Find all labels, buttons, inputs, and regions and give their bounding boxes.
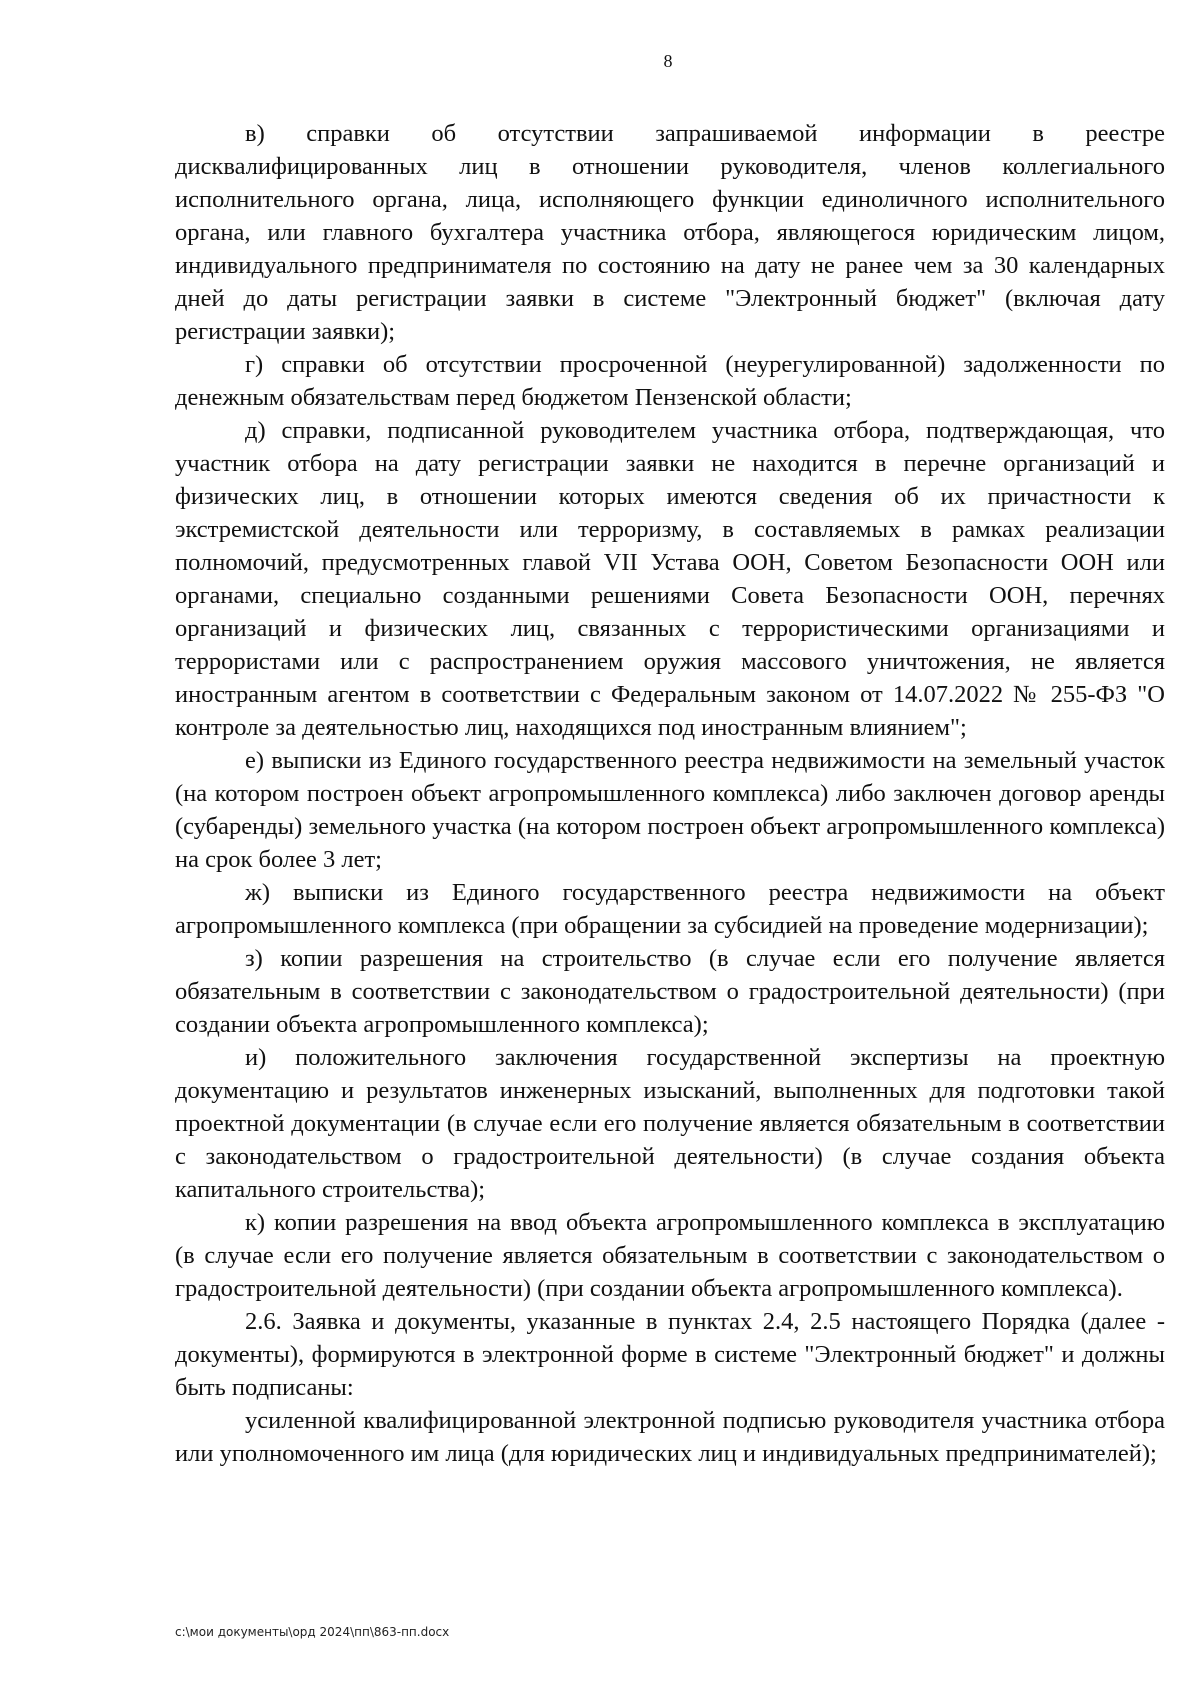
paragraph-item-k: к) копии разрешения на ввод объекта агропромышленного комплекса в эксплуатацию (в случае если его получение является обязательным в соответствии с законодательством о градостроительной деятельности) (при создании объекта агропромышленного комплекса). xyxy=(175,1209,1165,1302)
paragraph-signature-requirement: усиленной квалифицированной электронной подписью руководителя участника отбора или уполномоченного им лица (для юридических лиц и индивидуальных предпринимателей); xyxy=(175,1407,1165,1467)
paragraph-item-z: з) копии разрешения на строительство (в случае если его получение является обязательным в соответствии с законодательством о градостроительной деятельности) (при создании объекта агропромышленного комплекса); xyxy=(175,945,1165,1038)
document-body xyxy=(175,117,1165,1470)
paragraph-item-zh: ж) выписки из Единого государственного реестра недвижимости на объект агропромышленного комплекса (при обращении за субсидией на проведение модернизации); xyxy=(175,879,1165,939)
paragraph-section-2-6: 2.6. Заявка и документы, указанные в пунктах 2.4, 2.5 настоящего Порядка (далее - документы), формируются в электронной форме в системе "Электронный бюджет" и должны быть подписаны: xyxy=(175,1308,1165,1401)
paragraph-item-i: и) положительного заключения государственной экспертизы на проектную документацию и результатов инженерных изысканий, выполненных для подготовки такой проектной документации (в случае если его получение является обязательным в соответствии с законодательством о градостроительной деятельности) (в случае создания объекта капитального строительства); xyxy=(175,1044,1165,1203)
paragraph-item-g: г) справки об отсутствии просроченной (неурегулированной) задолженности по денежным обязательствам перед бюджетом Пензенской области; xyxy=(175,351,1165,411)
page-number: 8 xyxy=(663,51,673,71)
footer-file-path: c:\мои документы\орд 2024\пп\863-пп.docx xyxy=(175,1625,450,1639)
paragraph-item-d: д) справки, подписанной руководителем участника отбора, подтверждающая, что участник отбора на дату регистрации заявки не находится в перечне организаций и физических лиц, в отношении которых имеются сведения об их причастности к экстремистской деятельности или терроризму, в составляемых в рамках реализации полномочий, предусмотренных главой VII Устава ООН, Советом Безопасности ООН или органами, специально созданными решениями Совета Безопасности ООН, перечнях организаций и физических лиц, связанных с террористическими организациями и террористами или с распространением оружия массового уничтожения, не является иностранным агентом в соответствии с Федеральным законом от 14.07.2022 № 255-ФЗ "О контроле за деятельностью лиц, находящихся под иностранным влиянием"; xyxy=(175,417,1165,741)
paragraph-item-e: е) выписки из Единого государственного реестра недвижимости на земельный участок (на котором построен объект агропромышленного комплекса) либо заключен договор аренды (субаренды) земельного участка (на котором построен объект агропромышленного комплекса) на срок более 3 лет; xyxy=(175,747,1165,873)
paragraph-item-v: в) справки об отсутствии запрашиваемой информации в реестре дисквалифицированных лиц в отношении руководителя, членов коллегиального исполнительного органа, лица, исполняющего функции единоличного исполнительного органа, или главного бухгалтера участника отбора, являющегося юридическим лицом, индивидуального предпринимателя по состоянию на дату не ранее чем за 30 календарных дней до даты регистрации заявки в системе "Электронный бюджет" (включая дату регистрации заявки); xyxy=(175,120,1165,345)
